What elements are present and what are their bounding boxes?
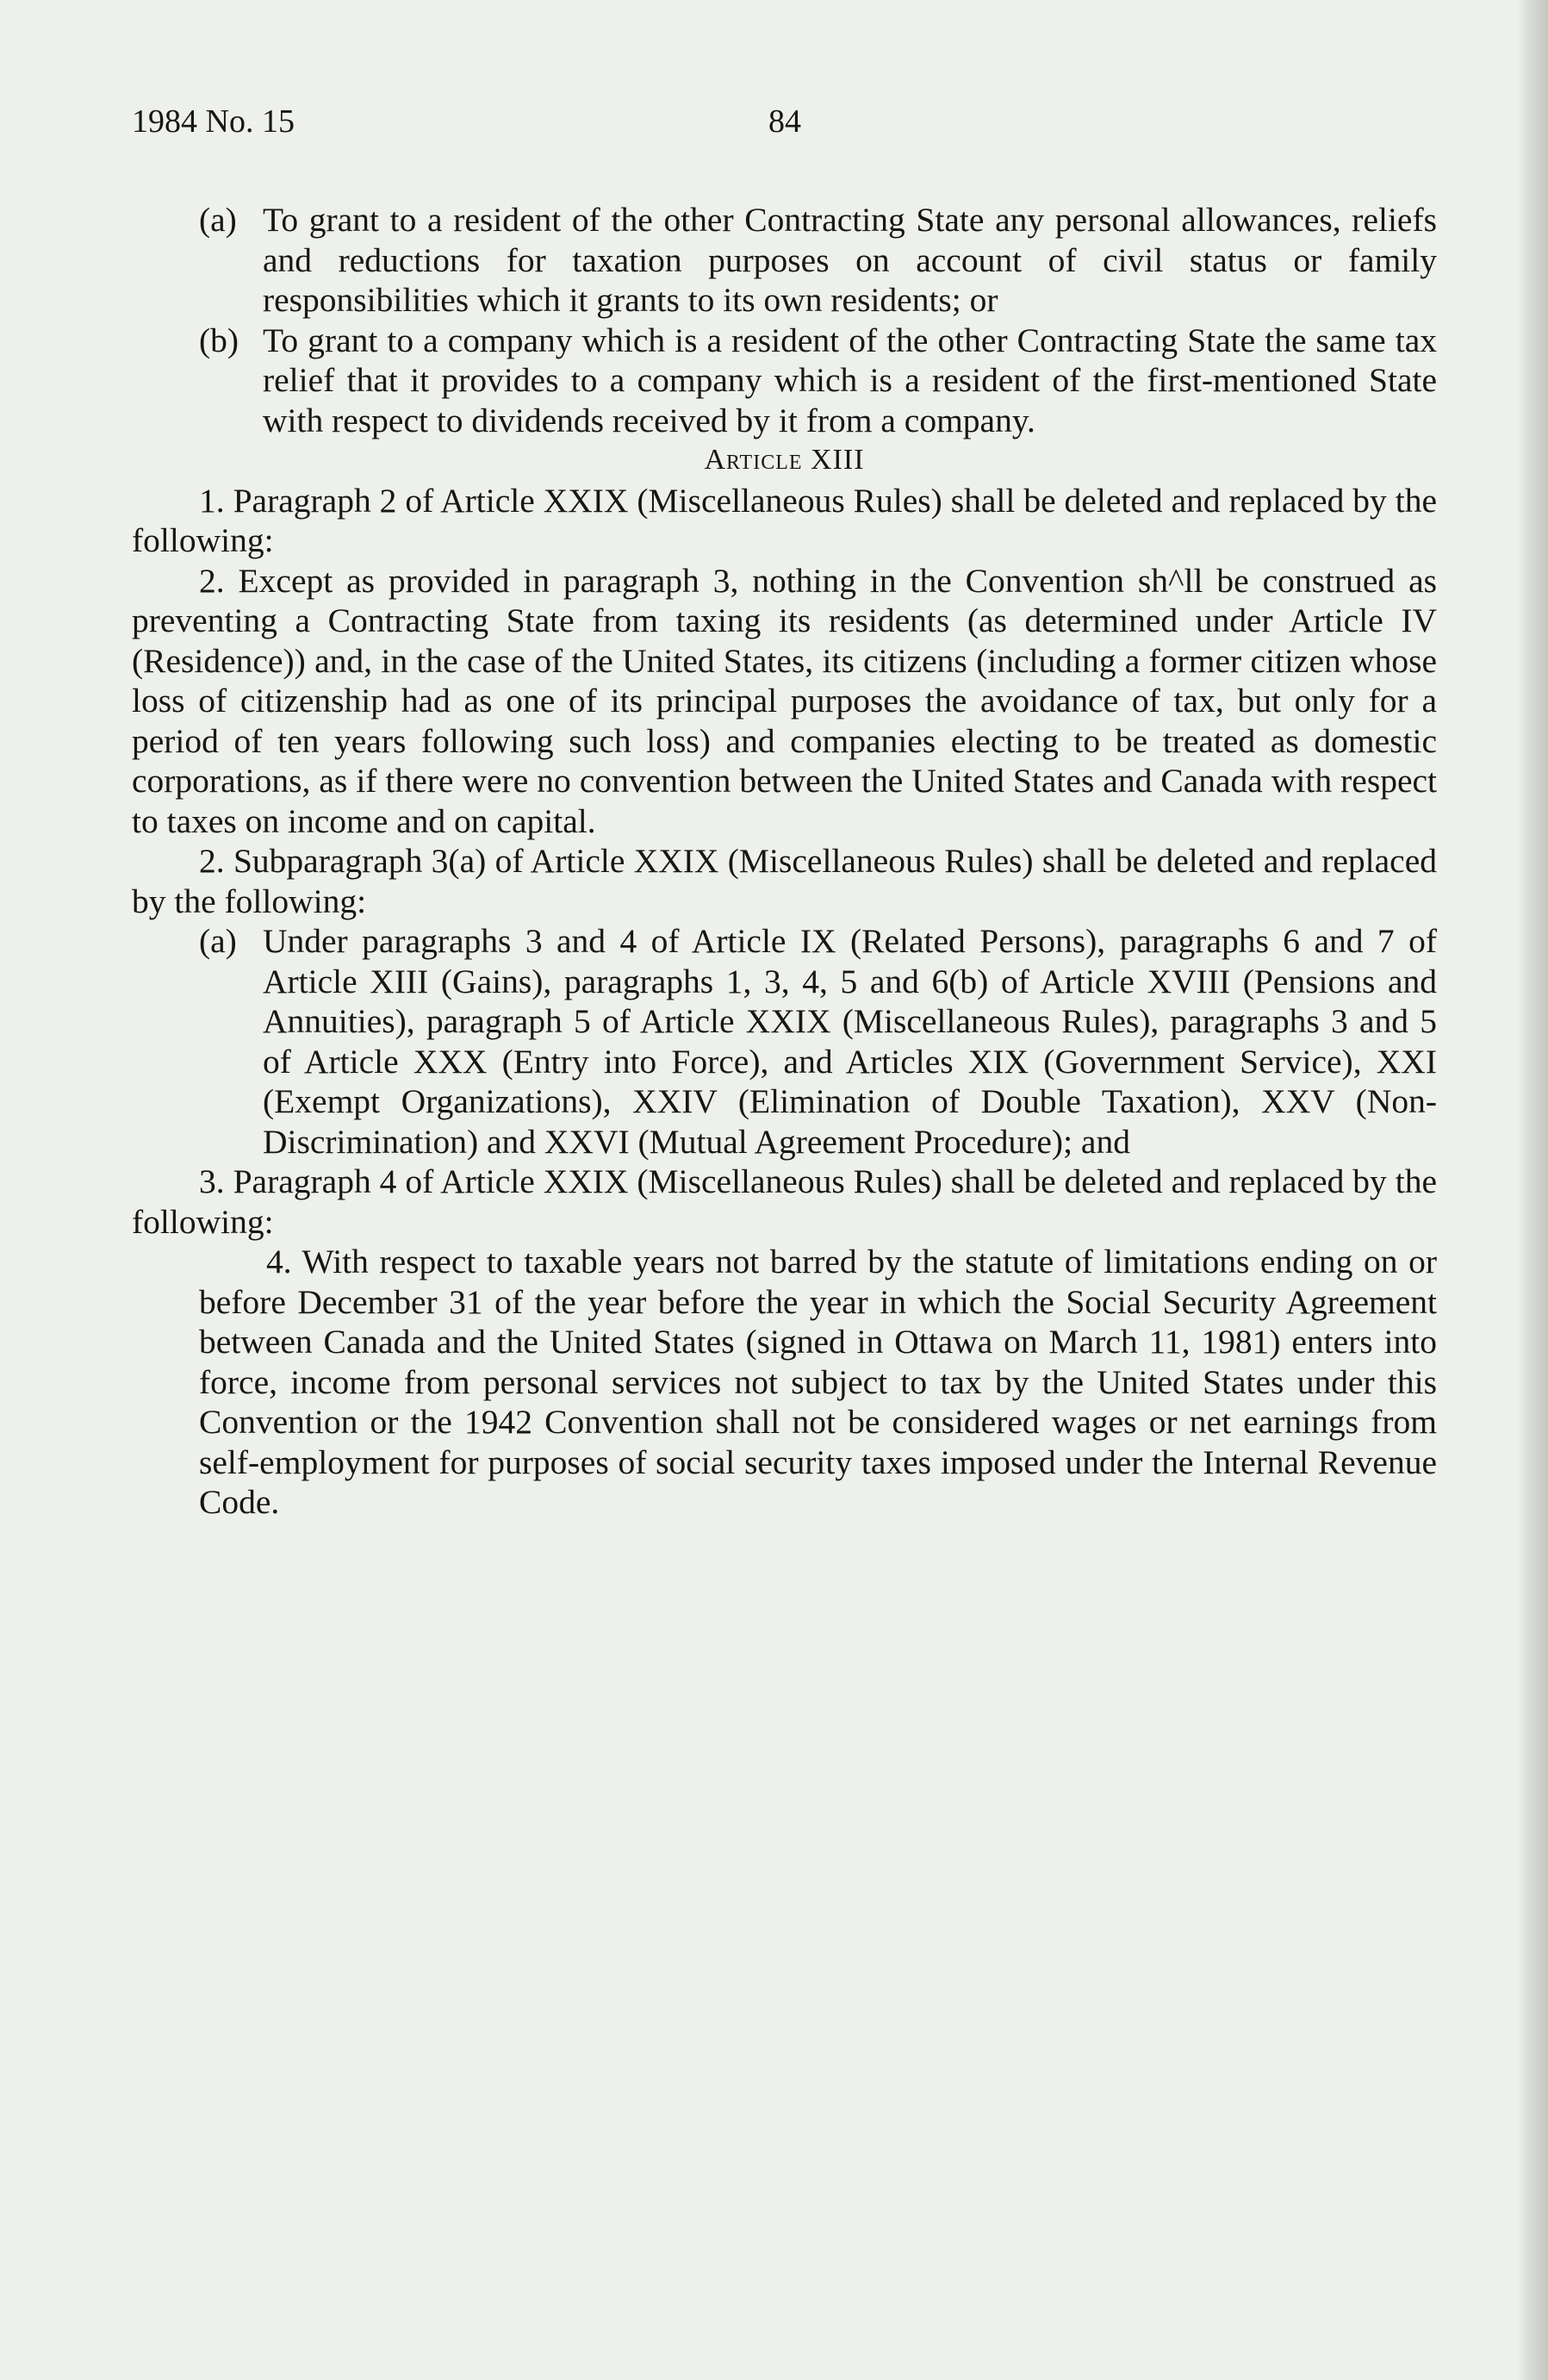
list-item-text: To grant to a company which is a resident of the other Contracting State the same tax relief that it provides to a company which is a resident of the first-mentioned State with respect to dividends received by it from a company.	[263, 321, 1437, 439]
list-marker: (b)	[199, 321, 239, 359]
paragraph-1: 1. Paragraph 2 of Article XXIX (Miscellaneous Rules) shall be deleted and replaced by the following:	[132, 481, 1437, 559]
list-item-b	[132, 321, 1437, 441]
paragraph-2: 2. Except as provided in paragraph 3, nothing in the Convention sh^ll be construed as preventing a Contracting State from taxing its residents (as determined under Article IV (Residence)) and, in the case of the United States, its citizens (including a former citizen whose loss of citizenship had as one of its principal purposes the avoidance of tax, but only for a period of ten years following such loss) and companies electing to be treated as domestic corporations, as if there were no convention between the United States and Canada with respect to taxes on income and on capital.	[132, 561, 1437, 840]
article-heading: Article XIII	[704, 444, 865, 476]
paragraph-4: 3. Paragraph 4 of Article XXIX (Miscellaneous Rules) shall be deleted and replaced by the following:	[132, 1162, 1437, 1241]
page-number: 84	[768, 103, 801, 140]
body-text	[132, 200, 1437, 1523]
page-edge-shadow	[1517, 0, 1548, 2380]
list-marker: (a)	[199, 201, 237, 239]
list-item-a	[132, 200, 1437, 321]
paragraph-3: 2. Subparagraph 3(a) of Article XXIX (Miscellaneous Rules) shall be deleted and replaced by the following:	[132, 842, 1437, 920]
list-item-text: To grant to a resident of the other Contracting State any personal allowances, reliefs and reductions for taxation purposes on account of civil status or family responsibilities which it grants to its own residents; or	[263, 201, 1437, 319]
list-marker: (a)	[199, 922, 237, 960]
list-item-a-under	[132, 921, 1437, 1162]
running-head: 1984 No. 15	[132, 103, 295, 140]
paragraph-5: 4. With respect to taxable years not barred by the statute of limitations ending on or before December 31 of the year before the year in which the Social Security Agreement between Canada and the United States (signed in Ottawa on March 11, 1981) enters into force, income from personal services not subject to tax by the United States under this Convention or the 1942 Convention shall not be considered wages or net earnings from self-employment for purposes of social security taxes imposed under the Internal Revenue Code.	[199, 1243, 1437, 1521]
list-item-text: Under paragraphs 3 and 4 of Article IX (Related Persons), paragraphs 6 and 7 of Article XIII (Gains), paragraphs 1, 3, 4, 5 and 6(b) of Article XVIII (Pensions and Annuities), paragraph 5 of Article XXIX (Miscellaneous Rules), paragraphs 3 and 5 of Article XXX (Entry into Force), and Articles XIX (Government Service), XXI (Exempt Organizations), XXIV (Elimination of Double Taxation), XXV (Non-Discrimination) and XXVI (Mutual Agreement Procedure); and	[263, 922, 1437, 1161]
